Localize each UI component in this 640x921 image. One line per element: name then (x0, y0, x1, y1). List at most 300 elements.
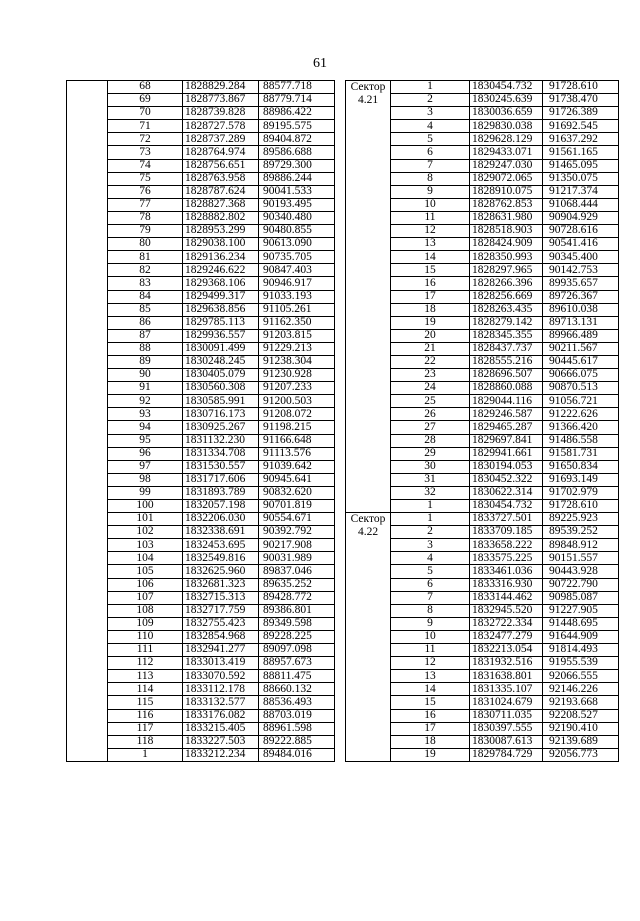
y-coordinate-cell: 92056.773 (543, 748, 619, 761)
point-number-cell: 110 (108, 630, 183, 643)
sector-label-cell (346, 513, 391, 762)
table-row (67, 107, 335, 120)
x-coordinate-cell: 1833176.082 (183, 709, 259, 722)
x-coordinate-cell: 1830452.322 (470, 473, 543, 486)
y-coordinate-cell: 89635.252 (259, 578, 335, 591)
x-coordinate-cell: 1832681.323 (183, 578, 259, 591)
point-number-cell: 17 (391, 722, 470, 735)
table-row (67, 735, 335, 748)
x-coordinate-cell: 1829433.071 (470, 146, 543, 159)
x-coordinate-cell: 1829638.856 (183, 303, 259, 316)
table-row (67, 159, 335, 172)
point-number-cell: 96 (108, 447, 183, 460)
x-coordinate-cell: 1829072.065 (470, 172, 543, 185)
table-row (67, 290, 335, 303)
table-row (346, 513, 619, 526)
page-number: 61 (313, 56, 327, 71)
x-coordinate-cell: 1830036.659 (470, 107, 543, 120)
y-coordinate-cell: 90151.557 (543, 552, 619, 565)
y-coordinate-cell: 91166.648 (259, 434, 335, 447)
y-coordinate-cell: 92208.527 (543, 709, 619, 722)
point-number-cell: 12 (391, 225, 470, 238)
y-coordinate-cell: 90217.908 (259, 539, 335, 552)
table-row (67, 133, 335, 146)
y-coordinate-cell: 91702.979 (543, 486, 619, 499)
x-coordinate-cell: 1833013.419 (183, 657, 259, 670)
x-coordinate-cell: 1828737.289 (183, 133, 259, 146)
sector-label-cell (346, 81, 391, 513)
point-number-cell: 13 (391, 670, 470, 683)
y-coordinate-cell: 90345.400 (543, 251, 619, 264)
x-coordinate-cell: 1828297.965 (470, 264, 543, 277)
table-row (67, 657, 335, 670)
x-coordinate-cell: 1830194.053 (470, 460, 543, 473)
point-number-cell: 95 (108, 434, 183, 447)
table-row (67, 408, 335, 421)
point-number-cell: 97 (108, 460, 183, 473)
y-coordinate-cell: 90985.087 (543, 591, 619, 604)
point-number-cell: 28 (391, 434, 470, 447)
table-row (67, 460, 335, 473)
y-coordinate-cell: 90142.753 (543, 264, 619, 277)
y-coordinate-cell: 90193.495 (259, 198, 335, 211)
x-coordinate-cell: 1833709.185 (470, 526, 543, 539)
y-coordinate-cell: 91692.545 (543, 120, 619, 133)
y-coordinate-cell: 90722.790 (543, 578, 619, 591)
x-coordinate-cell: 1828739.828 (183, 107, 259, 120)
table-row (67, 473, 335, 486)
point-number-cell: 18 (391, 735, 470, 748)
x-coordinate-cell: 1833132.577 (183, 696, 259, 709)
y-coordinate-cell: 91814.493 (543, 644, 619, 657)
x-coordinate-cell: 1830248.245 (183, 355, 259, 368)
point-number-cell: 92 (108, 395, 183, 408)
table-row (67, 277, 335, 290)
table-row (67, 329, 335, 342)
point-number-cell: 98 (108, 473, 183, 486)
x-coordinate-cell: 1829136.234 (183, 251, 259, 264)
point-number-cell: 6 (391, 146, 470, 159)
point-number-cell: 115 (108, 696, 183, 709)
point-number-cell: 26 (391, 408, 470, 421)
x-coordinate-cell: 1831717.606 (183, 473, 259, 486)
x-coordinate-cell: 1833316.930 (470, 578, 543, 591)
point-number-cell: 114 (108, 683, 183, 696)
table-row (67, 421, 335, 434)
x-coordinate-cell: 1829246.622 (183, 264, 259, 277)
y-coordinate-cell: 91208.072 (259, 408, 335, 421)
table-row (67, 500, 335, 513)
table-row (67, 604, 335, 617)
y-coordinate-cell: 89586.688 (259, 146, 335, 159)
y-coordinate-cell: 89966.489 (543, 329, 619, 342)
x-coordinate-cell: 1833727.501 (470, 513, 543, 526)
point-number-cell: 14 (391, 251, 470, 264)
y-coordinate-cell: 88957.673 (259, 657, 335, 670)
y-coordinate-cell: 89097.098 (259, 644, 335, 657)
point-number-cell: 6 (391, 578, 470, 591)
x-coordinate-cell: 1830087.613 (470, 735, 543, 748)
x-coordinate-cell: 1830397.555 (470, 722, 543, 735)
x-coordinate-cell: 1829247.030 (470, 159, 543, 172)
point-number-cell: 3 (391, 539, 470, 552)
point-number-cell: 113 (108, 670, 183, 683)
y-coordinate-cell: 91198.215 (259, 421, 335, 434)
point-number-cell: 12 (391, 657, 470, 670)
x-coordinate-cell: 1833658.222 (470, 539, 543, 552)
y-coordinate-cell: 90541.416 (543, 238, 619, 251)
table-row (67, 486, 335, 499)
point-number-cell: 21 (391, 342, 470, 355)
table-row (67, 316, 335, 329)
y-coordinate-cell: 90041.533 (259, 185, 335, 198)
point-number-cell: 3 (391, 107, 470, 120)
point-number-cell: 81 (108, 251, 183, 264)
table-row (67, 617, 335, 630)
point-number-cell: 111 (108, 644, 183, 657)
y-coordinate-cell: 91650.834 (543, 460, 619, 473)
x-coordinate-cell: 1833461.036 (470, 565, 543, 578)
x-coordinate-cell: 1828829.284 (183, 81, 259, 94)
point-number-cell: 31 (391, 473, 470, 486)
y-coordinate-cell: 92066.555 (543, 670, 619, 683)
point-number-cell: 29 (391, 447, 470, 460)
x-coordinate-cell: 1831132.230 (183, 434, 259, 447)
table-row (67, 683, 335, 696)
x-coordinate-cell: 1830925.267 (183, 421, 259, 434)
x-coordinate-cell: 1828953.299 (183, 225, 259, 238)
table-row (67, 578, 335, 591)
blank-column-cell (67, 81, 108, 762)
point-number-cell: 68 (108, 81, 183, 94)
x-coordinate-cell: 1833144.462 (470, 591, 543, 604)
y-coordinate-cell: 91465.095 (543, 159, 619, 172)
table-row (67, 670, 335, 683)
point-number-cell: 24 (391, 382, 470, 395)
x-coordinate-cell: 1829465.287 (470, 421, 543, 434)
table-row (67, 748, 335, 761)
y-coordinate-cell: 90728.616 (543, 225, 619, 238)
y-coordinate-cell: 90735.705 (259, 251, 335, 264)
point-number-cell: 91 (108, 382, 183, 395)
point-number-cell: 90 (108, 369, 183, 382)
point-number-cell: 78 (108, 211, 183, 224)
right-coordinates-table (345, 80, 619, 762)
x-coordinate-cell: 1830454.732 (470, 500, 543, 513)
table-row (67, 513, 335, 526)
y-coordinate-cell: 89195.575 (259, 120, 335, 133)
table-row (67, 696, 335, 709)
point-number-cell: 14 (391, 683, 470, 696)
point-number-cell: 93 (108, 408, 183, 421)
y-coordinate-cell: 90666.075 (543, 369, 619, 382)
y-coordinate-cell: 89935.657 (543, 277, 619, 290)
point-number-cell: 1 (108, 748, 183, 761)
y-coordinate-cell: 91350.075 (543, 172, 619, 185)
x-coordinate-cell: 1832854.968 (183, 630, 259, 643)
y-coordinate-cell: 91162.350 (259, 316, 335, 329)
point-number-cell: 2 (391, 94, 470, 107)
point-number-cell: 71 (108, 120, 183, 133)
x-coordinate-cell: 1828279.142 (470, 316, 543, 329)
table-row (67, 630, 335, 643)
y-coordinate-cell: 91222.626 (543, 408, 619, 421)
y-coordinate-cell: 91068.444 (543, 198, 619, 211)
point-number-cell: 72 (108, 133, 183, 146)
point-number-cell: 86 (108, 316, 183, 329)
x-coordinate-cell: 1830245.639 (470, 94, 543, 107)
point-number-cell: 11 (391, 644, 470, 657)
point-number-cell: 10 (391, 630, 470, 643)
x-coordinate-cell: 1833212.234 (183, 748, 259, 761)
point-number-cell: 89 (108, 355, 183, 368)
point-number-cell: 4 (391, 120, 470, 133)
x-coordinate-cell: 1829246.587 (470, 408, 543, 421)
y-coordinate-cell: 91693.149 (543, 473, 619, 486)
point-number-cell: 7 (391, 591, 470, 604)
table-row (67, 355, 335, 368)
y-coordinate-cell: 92146.226 (543, 683, 619, 696)
y-coordinate-cell: 89222.885 (259, 735, 335, 748)
x-coordinate-cell: 1830585.991 (183, 395, 259, 408)
point-number-cell: 16 (391, 709, 470, 722)
x-coordinate-cell: 1828696.507 (470, 369, 543, 382)
y-coordinate-cell: 90443.928 (543, 565, 619, 578)
x-coordinate-cell: 1829697.841 (470, 434, 543, 447)
point-number-cell: 23 (391, 369, 470, 382)
point-number-cell: 84 (108, 290, 183, 303)
x-coordinate-cell: 1832206.030 (183, 513, 259, 526)
y-coordinate-cell: 91728.610 (543, 500, 619, 513)
y-coordinate-cell: 88536.493 (259, 696, 335, 709)
x-coordinate-cell: 1832717.759 (183, 604, 259, 617)
point-number-cell: 99 (108, 486, 183, 499)
point-number-cell: 5 (391, 565, 470, 578)
table-row (67, 539, 335, 552)
x-coordinate-cell: 1828756.651 (183, 159, 259, 172)
x-coordinate-cell: 1832057.198 (183, 500, 259, 513)
x-coordinate-cell: 1831530.557 (183, 460, 259, 473)
y-coordinate-cell: 91230.928 (259, 369, 335, 382)
x-coordinate-cell: 1829941.661 (470, 447, 543, 460)
point-number-cell: 82 (108, 264, 183, 277)
point-number-cell: 101 (108, 513, 183, 526)
x-coordinate-cell: 1833575.225 (470, 552, 543, 565)
y-coordinate-cell: 91056.721 (543, 395, 619, 408)
y-coordinate-cell: 91486.558 (543, 434, 619, 447)
point-number-cell: 11 (391, 211, 470, 224)
y-coordinate-cell: 90847.403 (259, 264, 335, 277)
y-coordinate-cell: 92193.668 (543, 696, 619, 709)
y-coordinate-cell: 91728.610 (543, 81, 619, 94)
point-number-cell: 32 (391, 486, 470, 499)
x-coordinate-cell: 1833215.405 (183, 722, 259, 735)
y-coordinate-cell: 91561.165 (543, 146, 619, 159)
y-coordinate-cell: 89349.598 (259, 617, 335, 630)
point-number-cell: 18 (391, 303, 470, 316)
y-coordinate-cell: 88811.475 (259, 670, 335, 683)
x-coordinate-cell: 1828910.075 (470, 185, 543, 198)
point-number-cell: 88 (108, 342, 183, 355)
y-coordinate-cell: 90946.917 (259, 277, 335, 290)
sector-label-number: 4.22 (357, 526, 379, 539)
x-coordinate-cell: 1832941.277 (183, 644, 259, 657)
point-number-cell: 107 (108, 591, 183, 604)
table-row (67, 369, 335, 382)
y-coordinate-cell: 90613.090 (259, 238, 335, 251)
y-coordinate-cell: 91113.576 (259, 447, 335, 460)
point-number-cell: 16 (391, 277, 470, 290)
point-number-cell: 70 (108, 107, 183, 120)
x-coordinate-cell: 1828345.355 (470, 329, 543, 342)
y-coordinate-cell: 89837.046 (259, 565, 335, 578)
x-coordinate-cell: 1833112.178 (183, 683, 259, 696)
table-row (67, 81, 335, 94)
table-row (67, 565, 335, 578)
x-coordinate-cell: 1828787.624 (183, 185, 259, 198)
point-number-cell: 85 (108, 303, 183, 316)
x-coordinate-cell: 1828518.903 (470, 225, 543, 238)
x-coordinate-cell: 1828555.216 (470, 355, 543, 368)
point-number-cell: 22 (391, 355, 470, 368)
x-coordinate-cell: 1829784.729 (470, 748, 543, 761)
point-number-cell: 5 (391, 133, 470, 146)
x-coordinate-cell: 1828763.958 (183, 172, 259, 185)
table-row (67, 591, 335, 604)
x-coordinate-cell: 1828266.396 (470, 277, 543, 290)
y-coordinate-cell: 89726.367 (543, 290, 619, 303)
x-coordinate-cell: 1828882.802 (183, 211, 259, 224)
y-coordinate-cell: 91955.539 (543, 657, 619, 670)
point-number-cell: 102 (108, 526, 183, 539)
y-coordinate-cell: 90445.617 (543, 355, 619, 368)
point-number-cell: 83 (108, 277, 183, 290)
point-number-cell: 103 (108, 539, 183, 552)
sector-label-word: Сектор (350, 81, 386, 93)
y-coordinate-cell: 91207.233 (259, 382, 335, 395)
x-coordinate-cell: 1831024.679 (470, 696, 543, 709)
y-coordinate-cell: 90904.929 (543, 211, 619, 224)
x-coordinate-cell: 1831335.107 (470, 683, 543, 696)
y-coordinate-cell: 90945.641 (259, 473, 335, 486)
y-coordinate-cell: 89386.801 (259, 604, 335, 617)
point-number-cell: 79 (108, 225, 183, 238)
table-row (67, 264, 335, 277)
y-coordinate-cell: 91738.470 (543, 94, 619, 107)
y-coordinate-cell: 91238.304 (259, 355, 335, 368)
x-coordinate-cell: 1830405.079 (183, 369, 259, 382)
point-number-cell: 4 (391, 552, 470, 565)
table-row (67, 447, 335, 460)
table-row (67, 146, 335, 159)
x-coordinate-cell: 1831893.789 (183, 486, 259, 499)
point-number-cell: 75 (108, 172, 183, 185)
x-coordinate-cell: 1832213.054 (470, 644, 543, 657)
y-coordinate-cell: 88577.718 (259, 81, 335, 94)
point-number-cell: 15 (391, 696, 470, 709)
y-coordinate-cell: 91726.389 (543, 107, 619, 120)
x-coordinate-cell: 1832549.816 (183, 552, 259, 565)
x-coordinate-cell: 1829936.557 (183, 329, 259, 342)
point-number-cell: 80 (108, 238, 183, 251)
x-coordinate-cell: 1831638.801 (470, 670, 543, 683)
point-number-cell: 1 (391, 513, 470, 526)
y-coordinate-cell: 88660.132 (259, 683, 335, 696)
y-coordinate-cell: 90340.480 (259, 211, 335, 224)
y-coordinate-cell: 90480.855 (259, 225, 335, 238)
y-coordinate-cell: 91227.905 (543, 604, 619, 617)
x-coordinate-cell: 1828424.909 (470, 238, 543, 251)
x-coordinate-cell: 1832945.520 (470, 604, 543, 617)
left-coordinates-table (66, 80, 335, 762)
table-row (67, 185, 335, 198)
point-number-cell: 109 (108, 617, 183, 630)
table-row (346, 81, 619, 94)
y-coordinate-cell: 90832.620 (259, 486, 335, 499)
y-coordinate-cell: 89848.912 (543, 539, 619, 552)
point-number-cell: 2 (391, 526, 470, 539)
table-row (67, 238, 335, 251)
x-coordinate-cell: 1829628.129 (470, 133, 543, 146)
table-row (67, 395, 335, 408)
point-number-cell: 73 (108, 146, 183, 159)
x-coordinate-cell: 1830711.035 (470, 709, 543, 722)
x-coordinate-cell: 1828437.737 (470, 342, 543, 355)
y-coordinate-cell: 91581.731 (543, 447, 619, 460)
x-coordinate-cell: 1832338.691 (183, 526, 259, 539)
table-row (67, 709, 335, 722)
x-coordinate-cell: 1828256.669 (470, 290, 543, 303)
table-row (67, 211, 335, 224)
table-row (67, 120, 335, 133)
x-coordinate-cell: 1829038.100 (183, 238, 259, 251)
point-number-cell: 77 (108, 198, 183, 211)
y-coordinate-cell: 88779.714 (259, 94, 335, 107)
point-number-cell: 19 (391, 316, 470, 329)
point-number-cell: 117 (108, 722, 183, 735)
x-coordinate-cell: 1828860.088 (470, 382, 543, 395)
x-coordinate-cell: 1829368.106 (183, 277, 259, 290)
x-coordinate-cell: 1830716.173 (183, 408, 259, 421)
y-coordinate-cell: 90211.567 (543, 342, 619, 355)
y-coordinate-cell: 89539.252 (543, 526, 619, 539)
y-coordinate-cell: 89225.923 (543, 513, 619, 526)
point-number-cell: 106 (108, 578, 183, 591)
y-coordinate-cell: 91366.420 (543, 421, 619, 434)
y-coordinate-cell: 91200.503 (259, 395, 335, 408)
y-coordinate-cell: 91039.642 (259, 460, 335, 473)
point-number-cell: 76 (108, 185, 183, 198)
point-number-cell: 19 (391, 748, 470, 761)
y-coordinate-cell: 90392.792 (259, 526, 335, 539)
x-coordinate-cell: 1829499.317 (183, 290, 259, 303)
y-coordinate-cell: 91203.815 (259, 329, 335, 342)
y-coordinate-cell: 89610.038 (543, 303, 619, 316)
point-number-cell: 30 (391, 460, 470, 473)
y-coordinate-cell: 90031.989 (259, 552, 335, 565)
x-coordinate-cell: 1833070.592 (183, 670, 259, 683)
y-coordinate-cell: 91033.193 (259, 290, 335, 303)
y-coordinate-cell: 88986.422 (259, 107, 335, 120)
x-coordinate-cell: 1828631.980 (470, 211, 543, 224)
sector-label-word: Сектор (350, 513, 386, 526)
point-number-cell: 9 (391, 185, 470, 198)
table-row (67, 198, 335, 211)
x-coordinate-cell: 1831932.516 (470, 657, 543, 670)
y-coordinate-cell: 90701.819 (259, 500, 335, 513)
x-coordinate-cell: 1829044.116 (470, 395, 543, 408)
x-coordinate-cell: 1832625.960 (183, 565, 259, 578)
